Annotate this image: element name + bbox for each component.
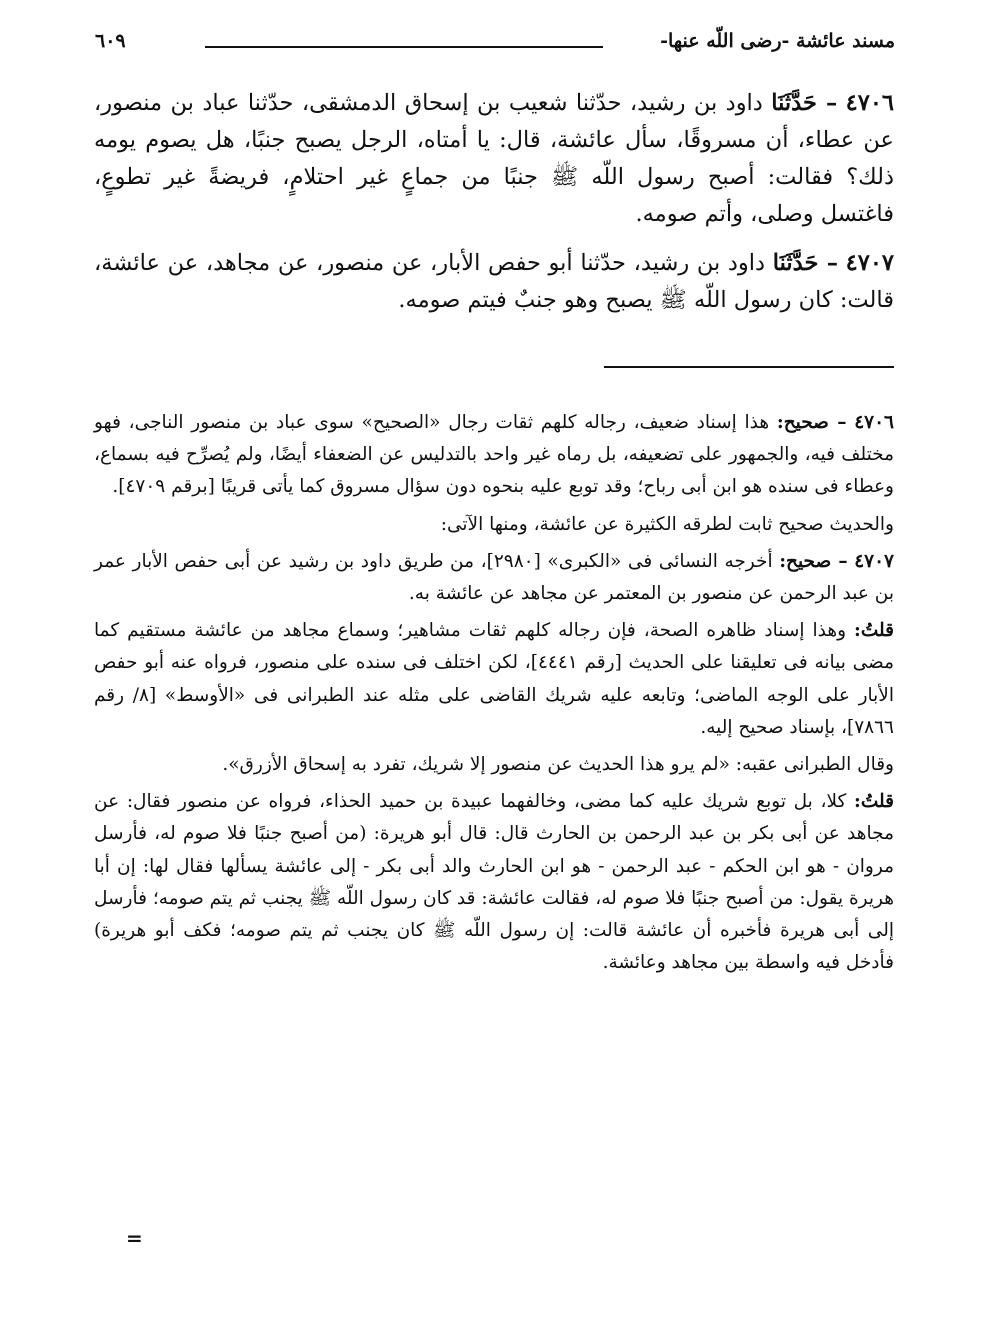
hadith-text: داود بن رشيد، حدّثنا أبو حفص الأبار، عن منصور، عن مجاهد، عن عائشة، قالت: كان رسول اللّه ﷺ يصبح وهو جنبٌ فيتم صومه. bbox=[94, 250, 894, 313]
header-title: مسند عائشة -رضى اللّه عنها- bbox=[660, 30, 895, 52]
footnote-separator bbox=[604, 366, 894, 368]
note-verdict: – صحيح: bbox=[779, 550, 848, 572]
note-keyword: قلتُ: bbox=[854, 791, 894, 813]
note-text: أخرجه النسائى فى «الكبرى» [٢٩٨٠]، من طريق داود بن رشيد عن أبى حفص الأبار عمر بن عبد الرحمن عن منصور بن المعتمر عن مجاهد عن عائشة به. bbox=[94, 550, 894, 605]
hadith-number: ٤٧٠٦ bbox=[845, 90, 895, 116]
note-paragraph bbox=[94, 786, 894, 979]
note-paragraph bbox=[94, 509, 894, 541]
header-rule bbox=[205, 46, 603, 48]
note-paragraph bbox=[94, 749, 894, 781]
hadith-lead: – حَدَّثَنَا bbox=[772, 250, 838, 276]
page-number: ٦٠٩ bbox=[95, 30, 126, 52]
note-4707 bbox=[94, 546, 894, 610]
hadith-text: داود بن رشيد، حدّثنا شعيب بن إسحاق الدمشقى، حدّثنا عباد بن منصور، عن عطاء، أن مسروقًا، سأل عائشة، قال: يا أمتاه، الرجل يصبح جنبًا، هل يصوم يومه ذلك؟ فقالت: أصبح رسول اللّه ﷺ جنبًا من جماعٍ غير احتلامٍ، فريضةً غير تطوعٍ، فاغتسل وصلى، وأتم صومه. bbox=[94, 90, 894, 227]
note-text: وقال الطبرانى عقبه: «لم يرو هذا الحديث عن منصور إلا شريك، تفرد به إسحاق الأزرق». bbox=[222, 754, 894, 776]
hadith-4707 bbox=[94, 245, 894, 319]
note-number: ٤٧٠٦ bbox=[854, 412, 894, 433]
hadith-4706 bbox=[94, 85, 894, 233]
note-text: كلا، بل توبع شريك عليه كما مضى، وخالفهما عبيدة بن حميد الحذاء، فرواه عن منصور فقال: عن مجاهد عن أبى بكر بن عبد الرحمن بن الحارث قال: قال أبو هريرة: (من أصبح جنبًا فلا صوم له، فأرسل مروان - هو ابن الحكم - عبد الرحمن - هو ابن الحارث والد أبى بكر - إلى عائشة يسألها فقال لها: إن أبا هريرة يقول: من أصبح جنبًا فلا صوم له، فقالت عائشة: قد كان رسول اللّه ﷺ يجنب ثم يتم صومه؛ فأرسل إلى أبى هريرة فأخبره أن عائشة قالت: إن رسول اللّه ﷺ كان يجنب ثم يتم صومه؛ فكف أبو هريرة) فأدخل فيه واسطة بين مجاهد وعائشة. bbox=[94, 791, 894, 974]
hadith-lead: – حَدَّثَنَا bbox=[771, 90, 838, 116]
main-text bbox=[94, 85, 894, 331]
note-keyword: قلتُ: bbox=[854, 620, 894, 642]
note-text: وهذا إسناد ظاهره الصحة، فإن رجاله كلهم ثقات مشاهير؛ وسماع مجاهد من عائشة مستقيم كما مضى بيانه فى تعليقنا على الحديث [رقم ٤٤٤١]، لكن اختلف فى سنده على منصور، فرواه عنه أبو حفص الأبار على الوجه الماضى؛ وتابعه عليه شريك القاضى على مثله عند الطبرانى فى «الأوسط» [٨/ رقم ٧٨٦٦]، بإسناد صحيح إليه. bbox=[94, 620, 895, 738]
note-paragraph bbox=[94, 615, 894, 744]
note-text: هذا إسناد ضعيف، رجاله كلهم ثقات رجال «الصحيح» سوى عباد بن منصور الناجى، فهو مختلف فيه، والجمهور على تضعيفه، بل رماه غير واحد بالتدليس عن الضعفاء أيضًا، ولم يُصرِّح فيه بسماع، وعطاء فى سنده هو ابن أبى رباح؛ وقد توبع عليه بنحوه دون سؤال مسروق كما يأتى قريبًا [برقم ٤٧٠٩]. bbox=[94, 412, 894, 498]
continuation-mark: = bbox=[126, 1226, 143, 1250]
note-verdict: – صحيح: bbox=[776, 412, 847, 433]
note-number: ٤٧٠٧ bbox=[854, 550, 894, 572]
hadith-number: ٤٧٠٧ bbox=[845, 250, 894, 276]
note-4706 bbox=[94, 407, 894, 504]
running-header bbox=[95, 30, 895, 62]
footnotes bbox=[94, 407, 894, 984]
note-text: والحديث صحيح ثابت لطرقه الكثيرة عن عائشة، ومنها الآتى: bbox=[440, 513, 894, 535]
